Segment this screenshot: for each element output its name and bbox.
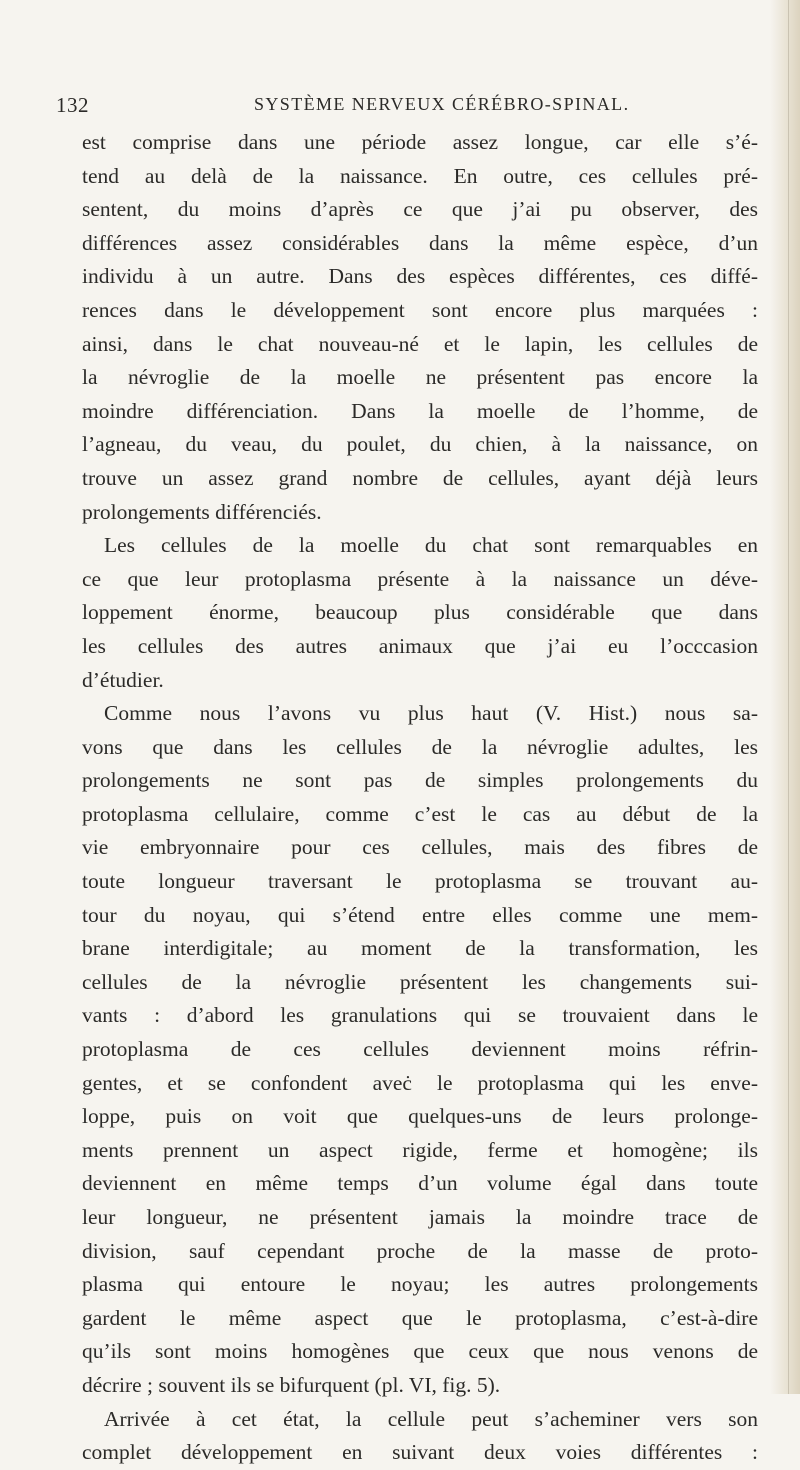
text-line: rences dans le développement sont encore plus marquées : [82,297,758,322]
text-line: Comme nous l’avons vu plus haut (V. Hist.) nous sa- [104,701,758,726]
text-line: ainsi, dans le chat nouveau-né et le lapin, les cellules de [82,331,758,356]
text-line: loppe, puis on voit que quelques-uns de leurs prolonge- [82,1104,758,1129]
running-title: SYSTÈME NERVEUX CÉRÉBRO-SPINAL. [254,94,630,114]
text-line: plasma qui entoure le noyau; les autres prolongements [82,1272,758,1297]
page-edge-shadow [770,0,800,1394]
text-line: tour du noyau, qui s’étend entre elles comme une mem- [82,902,758,927]
text-line: est comprise dans une période assez longue, car elle s’é- [82,130,758,154]
text-line: Les cellules de la moelle du chat sont remarquables en [104,533,758,558]
text-line: trouve un assez grand nombre de cellules, ayant déjà leurs [82,465,758,490]
text-line: l’agneau, du veau, du poulet, du chien, à la naissance, on [82,432,758,457]
text-line: la névroglie de la moelle ne présentent pas encore la [82,365,758,390]
text-line: individu à un autre. Dans des espèces différentes, ces diffé- [82,264,758,289]
text-line: décrire ; souvent ils se bifurquent (pl. VI, fig. 5). [82,1372,501,1397]
page-number: 132 [56,93,89,117]
text-line: protoplasma cellulaire, comme c’est le cas au début de la [82,801,758,826]
text-line: sentent, du moins d’après ce que j’ai pu observer, des [82,197,758,222]
text-line: ments prennent un aspect rigide, ferme et homogène; ils [82,1137,758,1162]
text-line: Arrivée à cet état, la cellule peut s’acheminer vers son [104,1406,758,1431]
text-line: brane interdigitale; au moment de la transformation, les [82,936,758,961]
text-line: toute longueur traversant le protoplasma se trouvant au- [82,869,758,894]
text-body [82,126,758,1470]
text-line: tend au delà de la naissance. En outre, ces cellules pré- [82,163,758,188]
text-line: prolongements différenciés. [82,499,322,524]
text-line: d’étudier. [82,667,164,692]
text-line: ce que leur protoplasma présente à la naissance un déve- [82,566,758,591]
text-line: cellules de la névroglie présentent les changements sui- [82,969,758,994]
text-line: qu’ils sont moins homogènes que ceux que nous venons de [82,1339,758,1364]
text-line: différences assez considérables dans la même espèce, d’un [82,230,758,255]
text-line: prolongements ne sont pas de simples prolongements du [82,768,758,793]
text-line: moindre différenciation. Dans la moelle de l’homme, de [82,398,758,423]
text-line: vants : d’abord les granulations qui se trouvaient dans le [82,1003,758,1028]
text-line: vons que dans les cellules de la névroglie adultes, les [82,734,758,759]
text-line: complet développement en suivant deux voies différentes : [82,1440,758,1465]
text-line: protoplasma de ces cellules deviennent moins réfrin- [82,1037,758,1062]
text-line: leur longueur, ne présentent jamais la moindre trace de [82,1205,758,1229]
text-line: vie embryonnaire pour ces cellules, mais des fibres de [82,835,758,860]
text-line: les cellules des autres animaux que j’ai eu l’occcasion [82,633,758,658]
text-line: division, sauf cependant proche de la masse de proto- [82,1238,758,1263]
running-head [56,93,756,123]
text-line: deviennent en même temps d’un volume égal dans toute [82,1171,758,1196]
text-line: gentes, et se confondent aveċ le protoplasma qui les enve- [82,1070,758,1095]
text-line: gardent le même aspect que le protoplasma, c’est-à-dire [82,1305,758,1330]
text-line: loppement énorme, beaucoup plus considérable que dans [82,600,758,625]
